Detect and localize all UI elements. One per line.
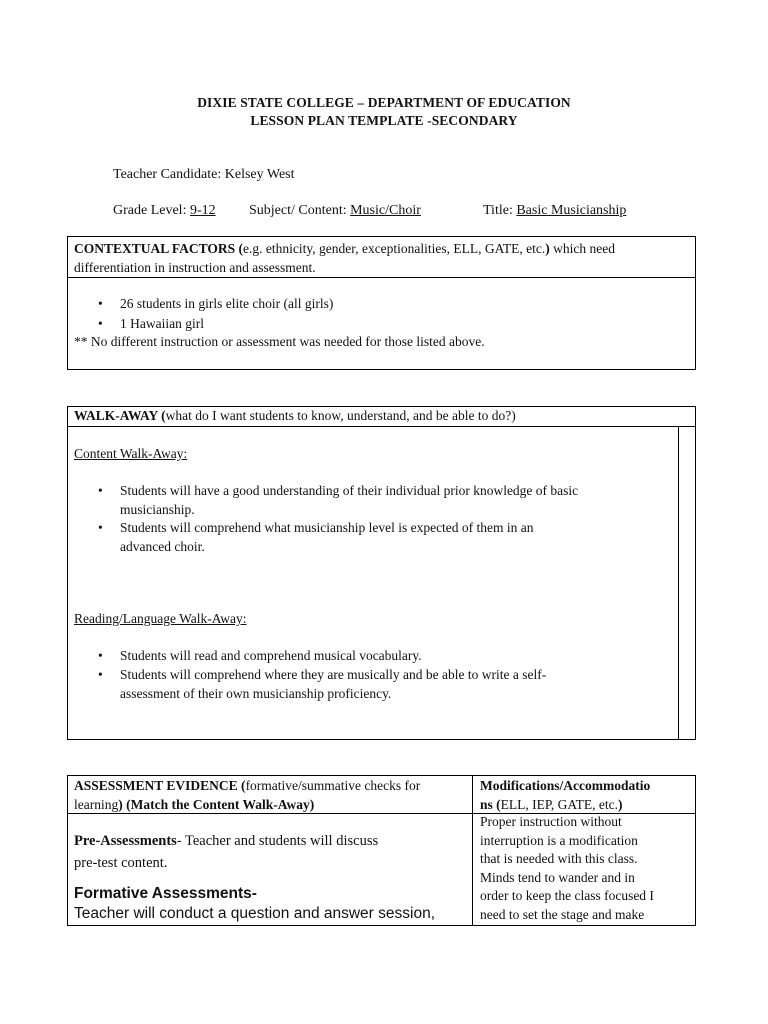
formative-assessments: Formative Assessments- Teacher will conduct a question and answer session, bbox=[74, 885, 436, 922]
grade-level bbox=[113, 203, 216, 219]
document-title-line1: DIXIE STATE COLLEGE – DEPARTMENT OF EDUCATION bbox=[197, 95, 571, 110]
lesson-title bbox=[483, 203, 626, 219]
contextual-factors-heading: CONTEXTUAL FACTORS (e.g. ethnicity, gender, exceptionalities, ELL, GATE, etc.) which need differentiation in instruction and assessment. bbox=[74, 241, 615, 275]
document-title-line2: LESSON PLAN TEMPLATE -SECONDARY bbox=[250, 113, 518, 128]
grade-level-value: 9-12 bbox=[189, 203, 216, 218]
teacher-candidate: Teacher Candidate: Kelsey West bbox=[113, 167, 295, 182]
walk-away-divider bbox=[67, 426, 696, 427]
walk-away-heading: WALK-AWAY (what do I want students to know, understand, and be able to do?) bbox=[74, 408, 516, 423]
modifications-text: Proper instruction without interruption is a modification that is needed with this class. Minds tend to wander and in order to keep the class focused I need to set the stage and make bbox=[480, 814, 654, 922]
assessment-column-divider bbox=[472, 775, 473, 926]
subject-content bbox=[249, 203, 421, 219]
contextual-divider bbox=[67, 277, 696, 278]
lesson-title-value: Basic Musicianship bbox=[516, 203, 627, 218]
pre-assessments: Pre-Assessments- Teacher and students will discuss pre-test content. bbox=[74, 833, 379, 871]
lesson-title-label: Title: bbox=[483, 203, 517, 218]
assessment-evidence-heading: ASSESSMENT EVIDENCE (formative/summative checks for learning) (Match the Content Walk-Away) bbox=[74, 778, 421, 812]
content-walk-away-heading: Content Walk-Away: bbox=[74, 446, 188, 461]
subject-value: Music/Choir bbox=[350, 203, 421, 218]
grade-level-label: Grade Level: bbox=[113, 203, 190, 218]
contextual-note: ** No different instruction or assessment was needed for those listed above. bbox=[74, 334, 485, 349]
subject-label: Subject/ Content: bbox=[249, 203, 351, 218]
walk-away-side-column bbox=[678, 426, 679, 740]
modifications-heading: Modifications/Accommodatio ns (ELL, IEP, GATE, etc.) bbox=[480, 778, 651, 812]
reading-walk-away-heading: Reading/Language Walk-Away: bbox=[74, 611, 247, 626]
